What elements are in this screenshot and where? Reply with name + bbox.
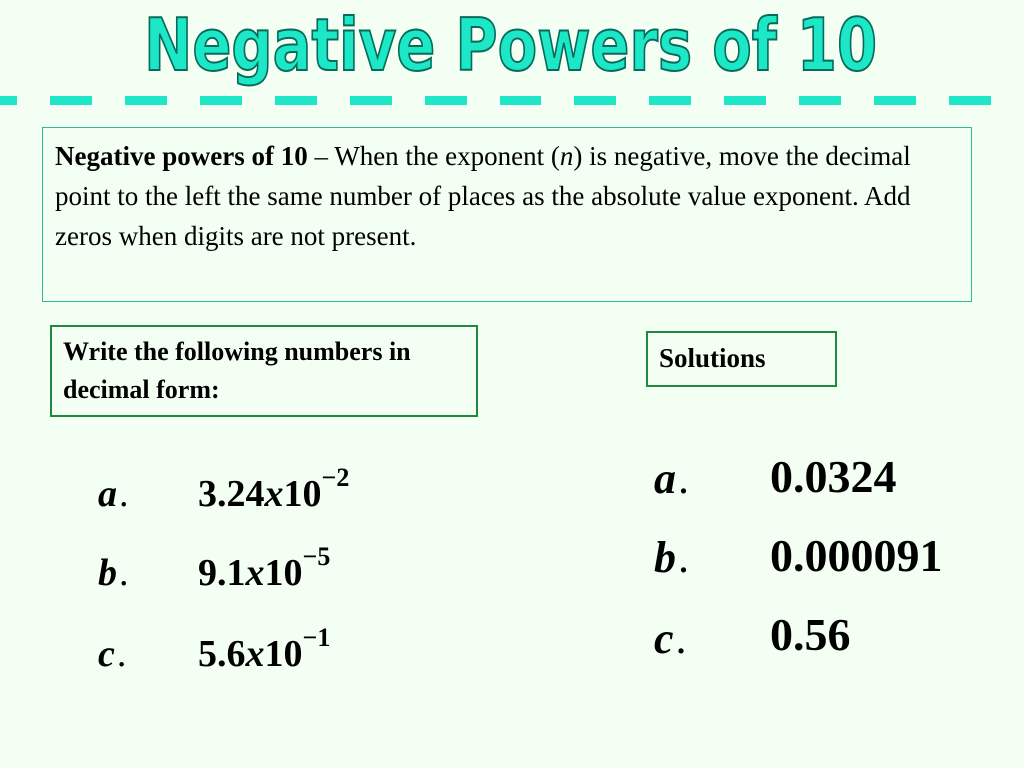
divider-dash (500, 96, 542, 105)
divider-dash (200, 96, 242, 105)
divider-dash (50, 96, 92, 105)
solution-value: 0.56 (770, 609, 851, 660)
divider-dash (799, 96, 841, 105)
divider-dash (649, 96, 691, 105)
divider-dash (275, 96, 317, 105)
definition-term: Negative powers of 10 (55, 141, 308, 171)
solution-letter: a. (654, 454, 689, 503)
divider-dash (425, 96, 467, 105)
divider-dash (125, 96, 167, 105)
solution-letter: b. (654, 533, 689, 582)
definition-box (42, 127, 972, 302)
problem-letter: a. (98, 473, 129, 515)
definition-text-2: ) is negative, move the decimal point to the left the same number of places as the absolute value exponent. Add zeros when digits are not present. (55, 141, 911, 251)
divider-dash (574, 96, 616, 105)
solution-value: 0.000091 (770, 530, 943, 581)
dashed-divider (0, 96, 1024, 105)
definition-variable: n (559, 141, 574, 171)
divider-dash (874, 96, 916, 105)
problem-expression: $9.1x10^{-5}$ (198, 542, 331, 594)
divider-dash (949, 96, 991, 105)
divider-dash (724, 96, 766, 105)
definition-dash: – (307, 141, 335, 171)
divider-dash (350, 96, 392, 105)
solution-letter: c. (654, 614, 687, 663)
solution-value: 0.0324 (770, 451, 897, 502)
divider-dash (0, 96, 17, 105)
problem-expression: $3.24x10^{-2}$ (198, 463, 350, 515)
problem-letter: b. (98, 552, 129, 594)
slide-title: Negative Powers of 10 (144, 3, 878, 87)
instruction-box: Write the following numbers in decimal form: (50, 325, 478, 417)
problem-letter: c. (98, 633, 127, 675)
solutions-label-box: Solutions (646, 331, 837, 387)
definition-text-1: When the exponent ( (334, 141, 560, 171)
problem-expression: $5.6x10^{-1}$ (198, 623, 331, 675)
